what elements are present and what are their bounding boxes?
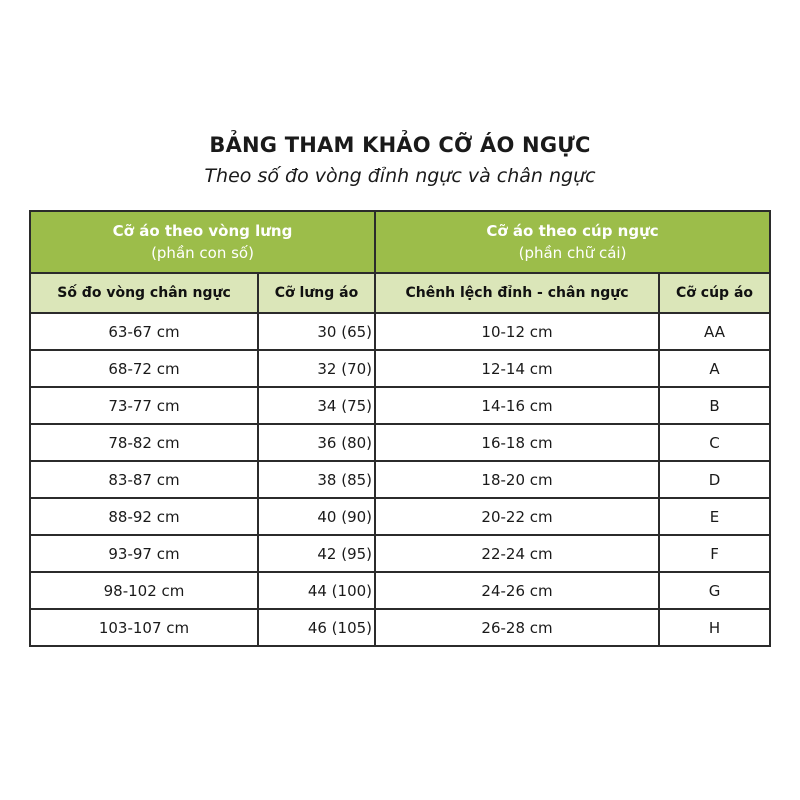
cup-size-cell: D: [659, 461, 770, 498]
column-header-difference: Chênh lệch đỉnh - chân ngực: [375, 273, 659, 313]
table-row: [30, 461, 770, 498]
cup-size-cell: F: [659, 535, 770, 572]
band-size-cell: 32 (70): [258, 350, 375, 387]
cup-size-cell: H: [659, 609, 770, 646]
cup-size-cell: E: [659, 498, 770, 535]
table-row: [30, 498, 770, 535]
cup-size-cell: B: [659, 387, 770, 424]
bra-size-table: [29, 210, 771, 647]
band-size-cell: 38 (85): [258, 461, 375, 498]
underbust-cell: 73-77 cm: [30, 387, 258, 424]
column-header-cup-size: Cỡ cúp áo: [659, 273, 770, 313]
band-size-cell: 36 (80): [258, 424, 375, 461]
difference-cell: 16-18 cm: [375, 424, 659, 461]
underbust-cell: 103-107 cm: [30, 609, 258, 646]
difference-cell: 22-24 cm: [375, 535, 659, 572]
underbust-cell: 83-87 cm: [30, 461, 258, 498]
cup-size-cell: G: [659, 572, 770, 609]
band-group-title: Cỡ áo theo vòng lưng: [112, 222, 293, 240]
band-group-subtitle: (phần con số): [151, 244, 254, 262]
cup-size-cell: AA: [659, 313, 770, 350]
cup-size-cell: A: [659, 350, 770, 387]
table-row: [30, 350, 770, 387]
group-header-row: [30, 211, 770, 273]
column-header-band-size: Cỡ lưng áo: [258, 273, 375, 313]
difference-cell: 26-28 cm: [375, 609, 659, 646]
column-header-row: [30, 273, 770, 313]
underbust-cell: 88-92 cm: [30, 498, 258, 535]
page-title: BẢNG THAM KHẢO CỠ ÁO NGỰC: [209, 133, 591, 157]
cup-group-title: Cỡ áo theo cúp ngực: [486, 222, 659, 240]
underbust-cell: 68-72 cm: [30, 350, 258, 387]
underbust-cell: 63-67 cm: [30, 313, 258, 350]
column-header-underbust: Số đo vòng chân ngực: [30, 273, 258, 313]
table-row: [30, 424, 770, 461]
difference-cell: 20-22 cm: [375, 498, 659, 535]
band-size-cell: 42 (95): [258, 535, 375, 572]
page-subtitle: Theo số đo vòng đỉnh ngực và chân ngực: [204, 165, 596, 187]
underbust-cell: 98-102 cm: [30, 572, 258, 609]
difference-cell: 12-14 cm: [375, 350, 659, 387]
difference-cell: 10-12 cm: [375, 313, 659, 350]
cup-size-cell: C: [659, 424, 770, 461]
cup-group-header: [375, 211, 770, 273]
band-group-header: [30, 211, 375, 273]
band-size-cell: 40 (90): [258, 498, 375, 535]
band-size-cell: 30 (65): [258, 313, 375, 350]
difference-cell: 14-16 cm: [375, 387, 659, 424]
band-size-cell: 44 (100): [258, 572, 375, 609]
difference-cell: 18-20 cm: [375, 461, 659, 498]
band-size-cell: 34 (75): [258, 387, 375, 424]
underbust-cell: 78-82 cm: [30, 424, 258, 461]
band-size-cell: 46 (105): [258, 609, 375, 646]
table-row: [30, 572, 770, 609]
cup-group-subtitle: (phần chữ cái): [518, 244, 627, 262]
table-row: [30, 313, 770, 350]
table-row: [30, 535, 770, 572]
table-row: [30, 387, 770, 424]
difference-cell: 24-26 cm: [375, 572, 659, 609]
table-row: [30, 609, 770, 646]
underbust-cell: 93-97 cm: [30, 535, 258, 572]
